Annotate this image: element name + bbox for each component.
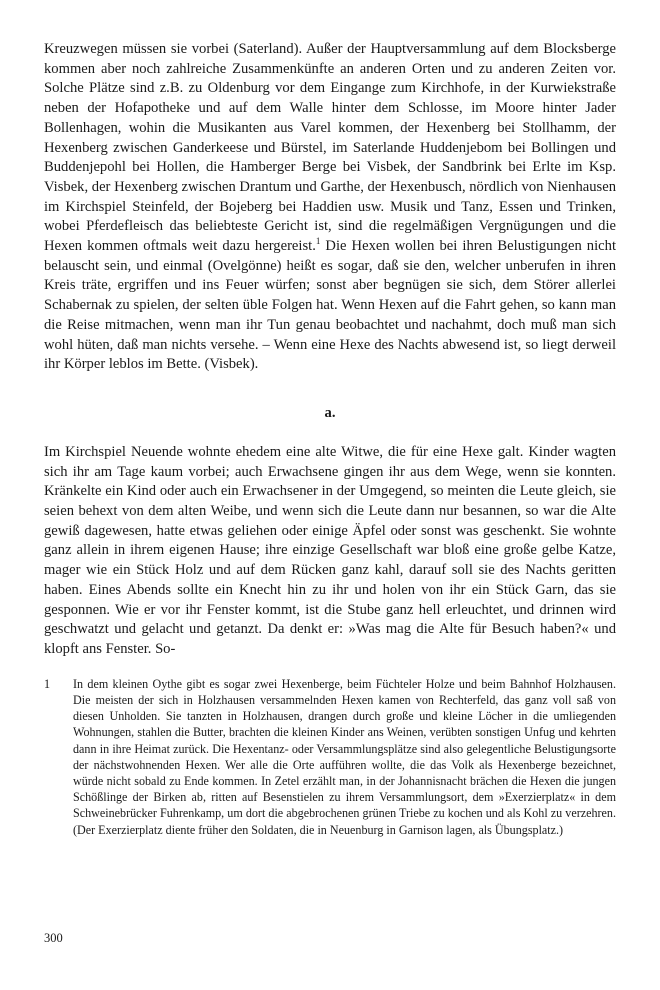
section-heading: a. bbox=[324, 404, 336, 421]
footnote-reference[interactable]: 1 bbox=[315, 236, 321, 247]
paragraph-neuende-story: Im Kirchspiel Neuende wohnte ehedem eine alte Witwe, die für eine Hexe galt. Kinder wagten sich ihr am Tage kaum vorbei; auch Erwachsene gingen ihr aus dem Wege, wenn sie konnten. Kränkelte ein Kind oder auch ein Erwachsener in der Umgegend, so meinten die Leute gleich, sie seien behext von dem alten Weibe, und wenn sich die Leute dann nur besannen, so war die Alte gewiß dagewesen, hatte etwas geliehen oder einige Äpfel oder sonst was geschenkt. Sie wohnte ganz allein in ihrem eigenen Hause; ihre einzige Gesellschaft war bloß eine große gelbe Katze, mager wie ein Stück Holz und auf dem Rücken ganz kahl, darauf soll sie des Nachts geritten haben. Eines Abends sollte ein Knecht hin zu ihr und holen von ihr ein Stück Garn, das sie gesponnen. Wie er vor ihr Fenster kommt, ist die Stube ganz hell erleuchtet, und drinnen wird geschwatzt und gelacht und getanzt. Da denkt er: »Was mag die Alte für Besuch haben?« und klopft ans Fenster. So- bbox=[44, 443, 616, 657]
paragraph-hexenplaetze bbox=[44, 40, 616, 375]
footnote-text: In dem kleinen Oythe gibt es sogar zwei Hexenberge, beim Füchteler Holze und beim Bahnhof Holzhausen. Die meisten der sich in Holzhausen versammelnden Hexen kamen von Rechterfeld, das ganz voll saß von diesen Unholden. Sie tanzten in Holzhausen, drangen durch große und kleine Löcher in die umliegenden Wohnungen, stahlen die Butter, brachten die kleinen Kinder ans Weinen, verübten sonstigen Unfug und kehrten dann in ihre Heimat zurück. Die Hexentanz- oder Versammlungsplätze sind also gelegentliche Belustigungsorte der nächstwohnenden Hexen. Wer alle die Orte aufführen wollte, die das Volk als Hexenberge bezeichnet, würde nicht sobald zu Ende kommen. In Zetel erzählt man, in der Johannisnacht brächen die Hexen die jungen Schößlinge der Birken ab, ritten auf Besenstielen zu ihrem Versammlungsort, dem »Exerzierplatz« in dem Schweinebrücker Fuhrenkamp, um dort die abgebrochenen grünen Triebe zu kochen und als Kohl zu verzehren. (Der Exerzierplatz diente früher den Soldaten, die in Neuenburg in Garnison lagen, als Übungsplatz.) bbox=[73, 676, 616, 837]
paragraph-1-text-a: Kreuzwegen müssen sie vorbei (Saterland). Außer der Hauptversammlung auf dem Blocksberge kommen aber noch zahlreiche Zusammenkünfte an anderen Orten und zu anderen Zeiten vor. Solche Plätze sind z.B. zu Oldenburg vor dem Eingange zum Kirchhofe, in der Kurwiekstraße neben der Hofapotheke und auf dem Walle hinter dem Schlosse, im Moore hinter Jader Bollenhagen, wohin die Musikanten aus Varel kommen, der Hexenberg bei Stollhamm, der Hexenberg zwischen Ganderkeese und Bürstel, im Saterlande Huddenjebom bei Bollingen und Buddenjepohl bei Hollen, die Hamberger Berge bei Visbek, der Sandbrink bei Erlte im Ksp. Visbek, der Hexenberg zwischen Drantum und Garthe, der Hexenbusch, nördlich von Nienhausen im Kirchspiel Steinfeld, der Bojeberg bei Haddien usw. Musik und Tanz, Essen und Trinken, wobei Pferdefleisch das beliebteste Gericht ist, sind die regelmäßigen Vergnügungen und die Hexen kommen oftmals weit dazu hergereist. bbox=[44, 41, 616, 255]
footnote-number: 1 bbox=[44, 676, 51, 691]
page-number: 300 bbox=[44, 931, 63, 945]
page-body bbox=[44, 40, 616, 838]
footnote bbox=[44, 676, 616, 838]
paragraph-1-text-b: Die Hexen wollen bei ihren Belustigungen nicht belauscht sein, und einmal (Ovelgönne) heißt es sogar, daß sie den, welcher unberufen in ihren Kreis träte, ergriffen und ins Feuer würfen; sonst aber begnügen sie sich, dem Störer allerlei Schabernak zu spielen, der selten üble Folgen hat. Wenn Hexen auf die Fahrt gehen, so kann man die Reise mitmachen, wenn man ihr Tun genau beobachtet und nachahmt, doch muß man sich wohl hüten, daß man nichts versehe. – Wenn eine Hexe des Nachts abwesend ist, so liegt derweil ihr Körper leblos im Bette. (Visbek). bbox=[44, 238, 616, 373]
